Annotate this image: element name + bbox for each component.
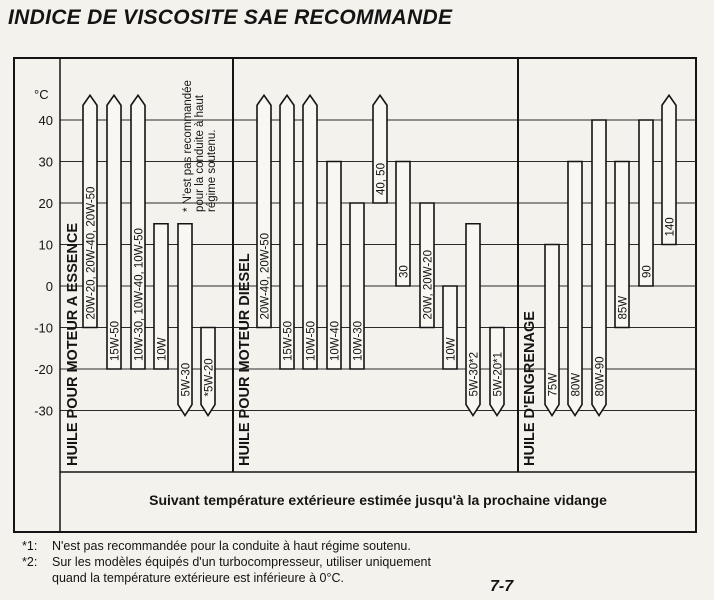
- y-tick-label: -20: [34, 362, 53, 377]
- y-tick-label: 40: [38, 113, 53, 128]
- bar-label: 20W, 20W-20: [422, 250, 435, 320]
- range-bar: [639, 120, 653, 286]
- footnotes: [22, 538, 431, 586]
- bar-label: 10W-50: [305, 320, 318, 361]
- y-tick-label: 20: [38, 196, 53, 211]
- footnote-text: N'est pas recommandée pour la conduite à haut régime soutenu.: [52, 539, 411, 553]
- footnote-mark: *1:: [22, 539, 38, 553]
- bar-label: 30: [398, 265, 411, 278]
- bar-label: 5W-30: [180, 362, 193, 397]
- page-number: 7-7: [490, 578, 514, 595]
- chart-title: INDICE DE VISCOSITE SAE RECOMMANDE: [8, 6, 453, 29]
- bar-label: 5W-20*1: [492, 351, 505, 397]
- bar-label: 20W-20, 20W-40, 20W-50: [85, 186, 98, 320]
- y-tick-label: 0: [45, 279, 53, 294]
- bar-label: 90: [641, 265, 654, 278]
- bar-label: 140: [664, 217, 677, 237]
- y-tick-label: -10: [34, 320, 53, 336]
- group-label: HUILE POUR MOTEUR DIESEL: [237, 253, 253, 466]
- bar-label: 15W-50: [109, 320, 122, 361]
- bar-label: 85W: [617, 295, 630, 320]
- y-tick-label: 30: [38, 154, 53, 170]
- bar-label: 20W-40, 20W-50: [259, 232, 272, 320]
- footnote-text: quand la température extérieure est inférieure à 0°C.: [52, 571, 344, 585]
- note-text: régime soutenu.: [206, 129, 218, 212]
- bar-label: 10W-40: [329, 320, 342, 361]
- footnote-2: [22, 554, 431, 570]
- y-unit-label: °C: [34, 87, 49, 102]
- footnote-mark: *2:: [22, 555, 38, 569]
- group-label: HUILE POUR MOTEUR A ESSENCE: [65, 222, 81, 466]
- footnote-1: [22, 538, 431, 554]
- bar-label: 80W: [570, 372, 583, 397]
- bar-label: *5W-20: [203, 358, 216, 397]
- group-label: HUILE D'ENGRENAGE: [522, 311, 538, 466]
- bar-label: 15W-50: [282, 320, 295, 361]
- y-tick-label: 10: [38, 237, 53, 253]
- bar-label: 10W-30: [352, 320, 365, 361]
- note-text: * N'est pas recommandée: [182, 80, 194, 212]
- x-caption: Suivant température extérieure estimée jusqu'à la prochaine vidange: [149, 492, 607, 508]
- y-tick-label: -30: [34, 403, 53, 419]
- bar-label: 80W-90: [594, 356, 607, 397]
- bar-label: 10W: [156, 337, 169, 361]
- bar-label: 75W: [547, 372, 560, 397]
- bar-label: 10W-30, 10W-40, 10W-50: [133, 228, 146, 361]
- bar-label: 5W-30*2: [468, 351, 481, 397]
- bar-label: 10W: [445, 337, 458, 361]
- bar-label: 40, 50: [375, 163, 388, 195]
- note-text: pour la conduite à haut: [194, 94, 206, 212]
- footnote-text: Sur les modèles équipés d'un turbocompresseur, utiliser uniquement: [52, 555, 431, 569]
